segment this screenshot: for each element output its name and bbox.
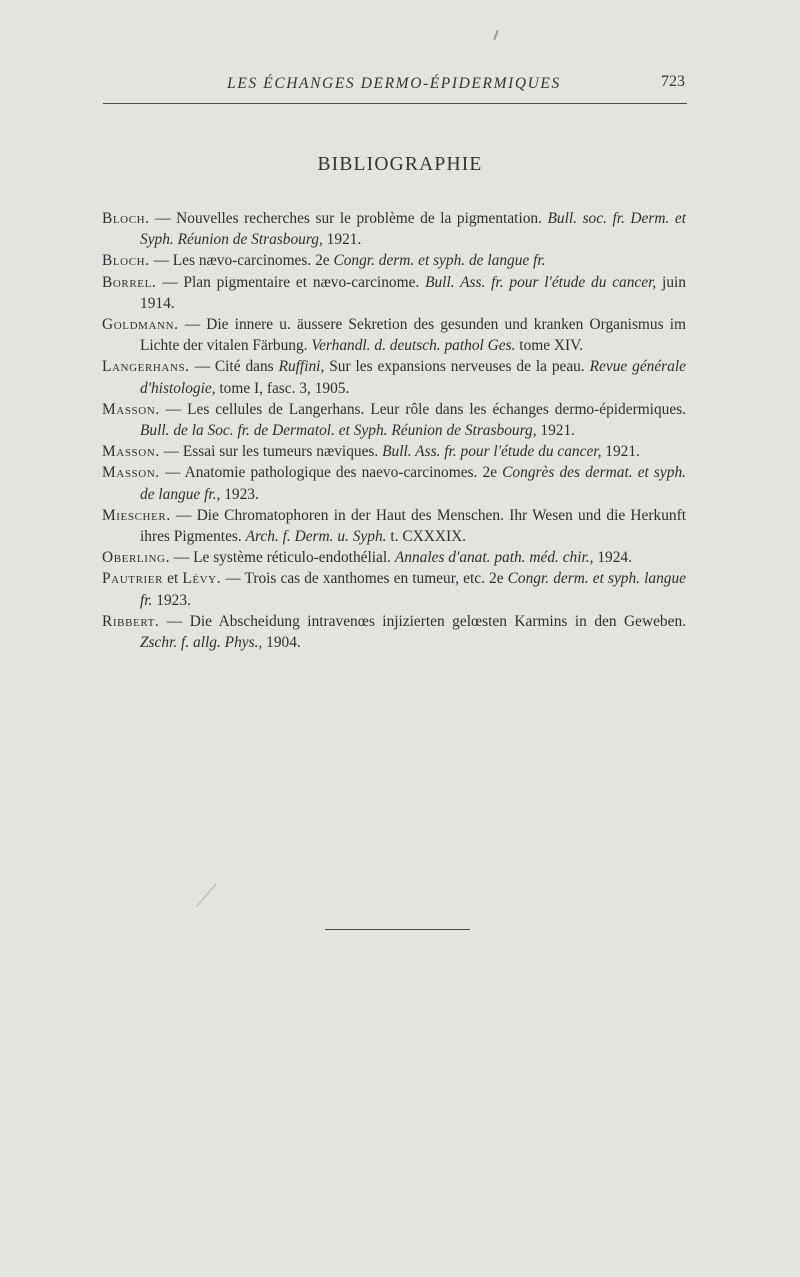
section-title: BIBLIOGRAPHIE (317, 154, 483, 175)
entry-tail: t. CXXXIX. (386, 528, 467, 546)
entry-reference: Arch. f. Derm. u. Syph. (245, 528, 387, 546)
entry-text: — Les nævo-carcinomes. 2e (149, 252, 334, 270)
entry-author: Goldmann. (102, 316, 179, 334)
entry-reference: Verhandl. d. deutsch. pathol Ges. (311, 337, 516, 355)
entry-text: et (163, 570, 183, 588)
running-title: LES ÉCHANGES DERMO-ÉPIDERMIQUES (227, 75, 561, 92)
entry-text-2: — Trois cas de xanthomes en tumeur, etc. 2e (221, 570, 508, 588)
entry-tail-2: tome I, fasc. 3, 1905. (215, 379, 350, 397)
entry-author: Bloch. (102, 252, 150, 270)
entry-text: — Essai sur les tumeurs næviques. (159, 443, 383, 461)
page-number: 723 (661, 73, 685, 90)
entry-text: — Plan pigmentaire et nævo-carcinome. (156, 273, 426, 291)
entry-reference: Bull. Ass. fr. pour l'étude du cancer, (425, 273, 657, 291)
closing-rule (325, 929, 470, 930)
entry-tail: tome XIV. (515, 337, 584, 355)
bibliography-entry (102, 250, 686, 271)
entry-tail: Sur les expansions nerveuses de la peau. (324, 358, 590, 376)
entry-text: — Cité dans (189, 358, 279, 376)
entry-author: Miescher. (102, 506, 171, 524)
entry-reference: Bull. Ass. fr. pour l'étude du cancer, (382, 443, 602, 461)
header-rule (103, 103, 687, 104)
entry-tail: 1923. (152, 591, 191, 609)
entry-reference: Bull. de la Soc. fr. de Dermatol. et Syph. Réunion de Strasbourg, (140, 422, 537, 440)
bibliography-entry (102, 547, 686, 568)
paper-mark (196, 883, 216, 907)
bibliography-entry (102, 611, 686, 653)
entry-text: — Die Chromatophoren in der Haut des Menschen. Ihr Wesen und die Herkunft ihres Pigmentes. (140, 506, 686, 546)
entry-author-2: Lévy. (182, 570, 222, 588)
entry-author: Langerhans. (102, 358, 190, 376)
entry-tail: juin 1914. (140, 273, 686, 312)
entry-tail: 1921. (322, 231, 362, 249)
paper-mark (493, 30, 498, 40)
bibliography-entry (102, 314, 686, 356)
entry-reference-2: Revue générale d'histologie, (140, 358, 686, 397)
bibliography-entry (102, 399, 686, 441)
entry-author: Ribbert. (102, 612, 160, 630)
bibliography-entry (102, 505, 686, 547)
bibliography-entry (102, 462, 686, 504)
entry-tail: 1921. (536, 422, 576, 440)
entry-reference: Bull. soc. fr. Derm. et Syph. Réunion de Strasbourg, (140, 210, 686, 249)
bibliography-entry (102, 272, 686, 314)
entry-text: — Les cellules de Langerhans. Leur rôle dans les échanges dermo-épidermiques. (159, 400, 686, 418)
entry-author: Bloch. (102, 210, 150, 227)
entry-tail: 1924. (593, 549, 632, 567)
entry-tail: 1921. (601, 443, 640, 461)
entry-reference: Congr. derm. et syph. langue fr. (140, 570, 686, 609)
entry-reference: Annales d'anat. path. méd. chir., (394, 549, 594, 567)
entry-reference: Congrès des dermat. et syph. de langue fr., (140, 464, 686, 503)
entry-text: — Le système réticulo-endothélial. (170, 549, 395, 567)
entry-text: — Nouvelles recherches sur le problème de la pigmentation. (149, 210, 548, 227)
entry-author: Masson. (102, 443, 160, 461)
entry-tail: 1904. (262, 634, 301, 652)
entry-author: Masson. (102, 400, 160, 418)
bibliography-entry (102, 208, 686, 250)
entry-tail: 1923. (220, 485, 259, 503)
entry-reference: Congr. derm. et syph. de langue fr. (333, 252, 546, 270)
entry-reference: Zschr. f. allg. Phys., (140, 634, 263, 652)
running-head (103, 72, 685, 96)
entry-text: — Anatomie pathologique des naevo-carcinomes. 2e (159, 464, 503, 482)
entry-reference: Ruffini, (278, 358, 325, 376)
entry-author: Masson. (102, 464, 160, 482)
entry-author: Pautrier (102, 570, 164, 588)
entry-text: — Die innere u. äussere Sekretion des gesunden und kranken Organismus im Lichte der vitalen Färbung. (140, 316, 686, 355)
entry-text: — Die Abscheidung intravenœs injizierten gelœsten Karmins in den Geweben. (159, 612, 686, 630)
bibliography-list (102, 208, 686, 653)
bibliography-entry (102, 356, 686, 398)
bibliography-entry (102, 568, 686, 610)
entry-author: Borrel. (102, 273, 157, 291)
bibliography-entry (102, 441, 686, 462)
entry-author: Oberling. (102, 549, 171, 567)
